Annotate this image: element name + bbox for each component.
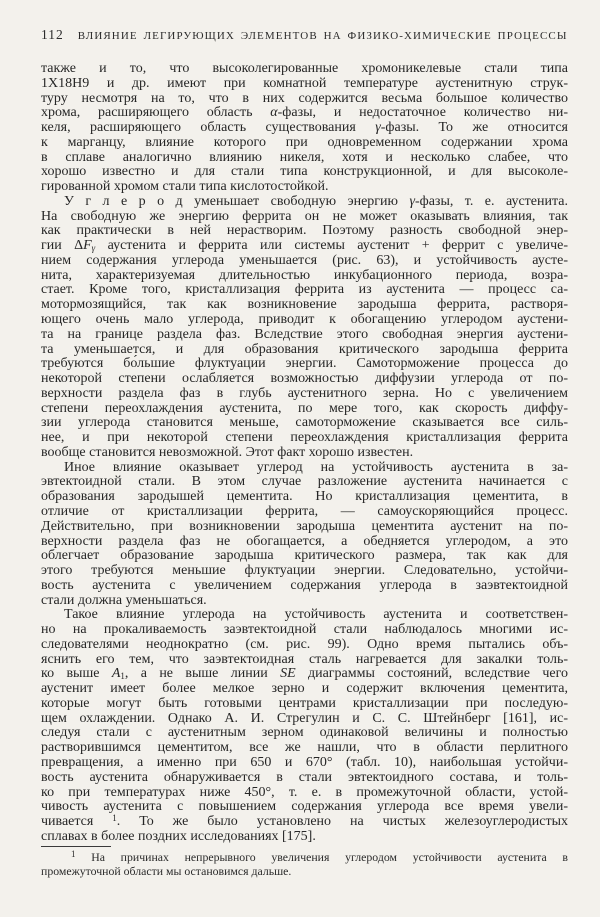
text-line: к марганцу, влияние которого при одновременном содержании хрома [41,134,568,150]
text-line: та уменьшается, и для образования критического зародыша феррита [41,341,568,357]
text-line: туру несмотря на то, что в них содержится весьма большое количество [41,90,568,106]
text-line: ющего очень мало углерода, приводит к обогащению углеродом аустени- [41,312,568,328]
text-line: зии углерода становится меньше, самоторможение сказывается все силь- [41,415,568,431]
text-line: эвтектоидной стали. В этом случае разложение аустенита начинается с [41,474,568,490]
footnote-rule [41,846,111,847]
running-head [41,27,568,43]
text-line: аустенит имеет более мелкое зерно и содержит включения цементита, [41,681,568,697]
text-line: нием содержания углерода уменьшается (рис. 63), и устойчивость аусте- [41,252,568,268]
page-number: 112 [41,27,64,42]
text-line: На свободную же энергию феррита он не может оказывать влияния, так [41,208,568,224]
text-line: хрома, расширяющего область α-фазы, и недостаточное количество ни- [41,105,569,121]
text-line: следователями неоднократно (см. рис. 99). Одно время пытались объ- [41,636,568,652]
text-line: мотормозящийся, так как возникновение зародыша феррита, растворя- [41,297,568,313]
text-line: чивается $^1$. То же было установлено на чистых железоуглеродистых [41,813,568,830]
text-line: стает. Кроме того, кристаллизация феррита из аустенита — процесс са- [41,282,568,298]
text-line: растворившимся цементитом, все же нашли, что в области перлитного [41,740,568,756]
text-line: стали должна уменьшаться. [41,592,207,608]
running-title: ВЛИЯНИЕ ЛЕГИРУЮЩИХ ЭЛЕМЕНТОВ НА ФИЗИКО-ХИМИЧЕСКИЕ ПРОЦЕССЫ [77,30,568,42]
text-line: келя, расширяющего область существования γ-фазы. То же относится [41,120,568,136]
paragraph [41,195,568,461]
text-line: та на границе раздела фаз. Вследствие этого свободная энергия аустени- [41,326,568,342]
text-line: также и то, что высоколегированные хромоникелевые стали типа [41,61,568,76]
text-line: вость аустенита обнаруживается в стали эвтектоидного состава, и толь- [41,769,568,785]
text-line: нее, и при некоторой степени переохлаждения кристаллизация феррита [41,430,568,446]
text-line: в сплаве аналогично влиянию никеля, хотя и несколько слабее, что [41,149,568,165]
text-line: ко при температурах ниже 450°, т. е. в промежуточной области, устой- [41,784,568,800]
text-line: облегчает образование зародыша критического размера, так как для [41,548,568,564]
text-line: яснить его тем, что заэвтектоидная сталь нагревается для закалки толь- [41,651,568,667]
text-line: чивость аустенита с повышением содержания углерода все время увели- [41,799,568,815]
text-line: промежуточной области мы остановимся дальше. [41,863,292,878]
body-text [41,62,568,845]
text-line: но на прокаливаемость заэвтектоидной стали наблюдалось многими ис- [41,622,568,638]
text-line: У г л е р о д уменьшает свободную энергию γ-фазы, т. е. аустенита. [64,193,568,209]
text-line: степени переохлаждения аустенита, по мере того, как скорость диффу- [41,400,568,416]
text-line: хорошо известно и для стали типа конструкционной, и для высоколе- [41,164,568,180]
text-line: сплавах в более поздних исследованиях [175]. [41,828,316,844]
text-line: вообще становится невозможной. Этот факт хорошо известен. [41,444,414,460]
text-line: некоторой степени ослабляется возможностью диффузии углерода от по- [41,371,568,387]
text-line: превращения, а именно при 650 и 670° (табл. 10), наибольшая устойчи- [41,754,568,770]
text-line: требуются бо́льшие флуктуации энергии. Самоторможение процесса до [41,356,568,372]
text-line: гированной хромом стали типа кислотостойкой. [41,179,329,195]
text-line: щем охлаждении. Однако А. И. Стрегулин и С. С. Штейнберг [161], ис- [41,710,568,726]
text-line: Иное влияние оказывает углерод на устойчивость аустенита в за- [64,459,568,475]
footnote [41,850,568,878]
text-line: $^1$ На причинах непрерывного увеличения углеродом устойчивости аустенита в [71,848,568,864]
text-line: нита, характеризуемая длительностью инкубационного периода, возра- [41,267,568,283]
text-line: следуя стали с аустенитным зерном одинаковой величины и полностью [41,725,568,741]
text-line: вость аустенита с увеличением содержания углерода в заэвтектоидной [41,577,568,593]
text-line: которые могут быть готовыми центрами кристаллизации при последую- [41,695,568,711]
text-line: Действительно, при возникновении зародыша цементита аустенит на по- [41,518,568,534]
text-line: образования зародышей цементита. Но кристаллизация цементита, в [41,489,568,505]
text-line: верхности раздела фаз не обогащается, а обедняется углеродом, а это [41,533,568,549]
text-line: отличие от кристаллизации феррита, — самоускоряющийся процесс. [41,503,568,519]
text-line: как практически в ней нерастворим. Поэтому разность свободной энер- [41,223,568,239]
text-line: гии $\Delta F_\gamma$ аустенита и феррита или системы аустенит + феррит с увеличе- [41,238,569,254]
text-line: Такое влияние углерода на устойчивость аустенита и соответствен- [64,607,568,623]
text-line: 1Х18Н9 и др. имеют при комнатной температуре аустенитную струк- [41,75,568,91]
text-line: верхности раздела фаз в глубь аустенитного зерна. Но с увеличением [41,385,568,401]
paragraph [41,461,568,609]
text-line: ко выше $A_1$, а не выше линии SE диаграммы состояний, вследствие чего [41,666,568,682]
text-line: этого требуются меньшие флуктуации энергии. Следовательно, устойчи- [41,563,568,579]
paragraph [41,608,568,844]
paragraph [41,62,568,195]
